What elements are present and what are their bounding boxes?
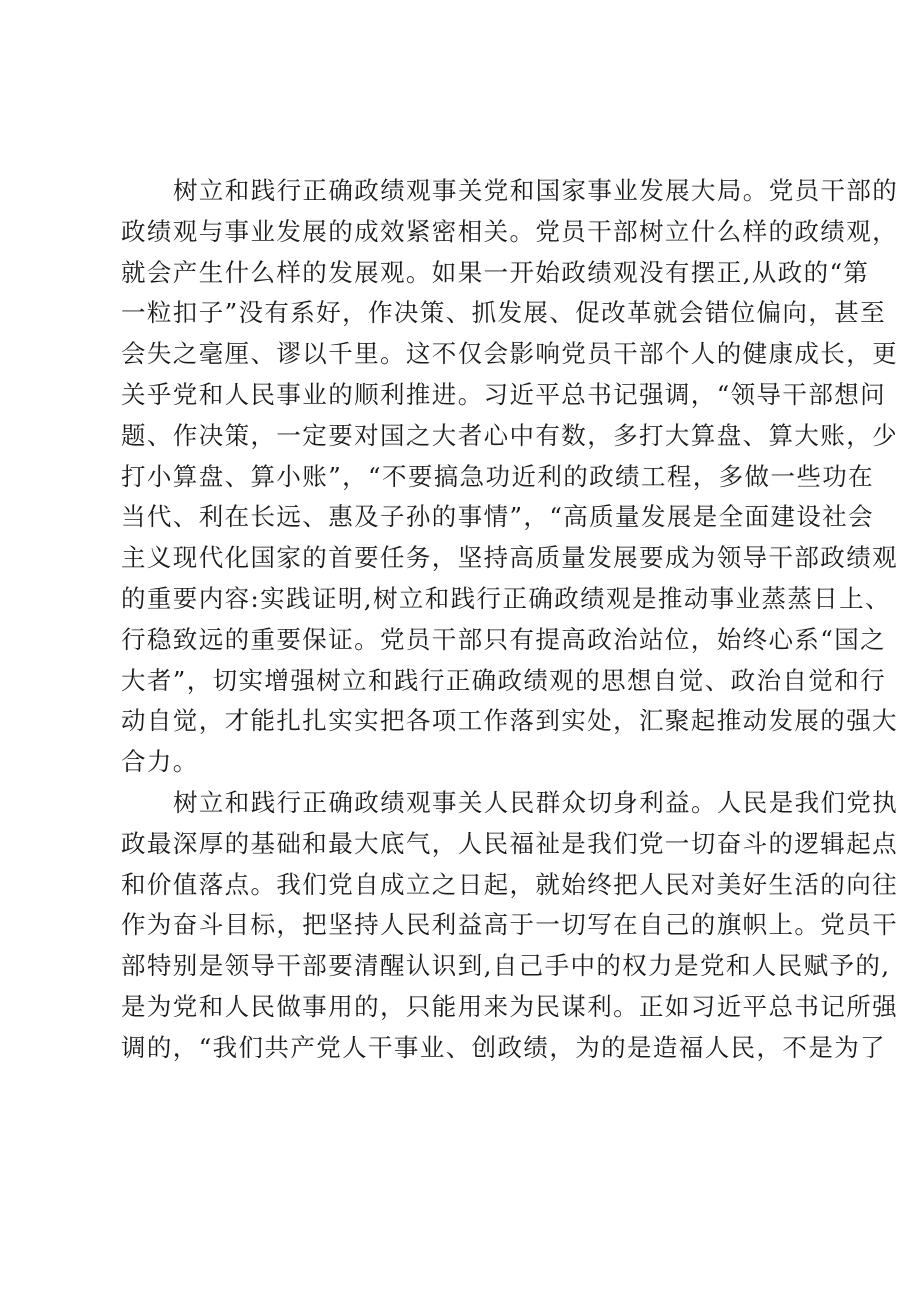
paragraph-line: 动自觉，才能扎扎实实把各项工作落到实处，汇聚起推动发展的强大	[121, 706, 898, 736]
paragraph-line: 合力。	[121, 747, 199, 777]
paragraph-line: 政绩观与事业发展的成效紧密相关。党员干部树立什么样的政绩观，	[121, 216, 898, 246]
paragraph-line: 一粒扣子”没有系好，作决策、抓发展、促改革就会错位偏向，甚至	[121, 298, 887, 328]
paragraph-line: 会失之毫厘、谬以千里。这不仅会影响党员干部个人的健康成长，更	[121, 339, 898, 369]
paragraph-line: 是为党和人民做事用的，只能用来为民谋利。正如习近平总书记所强	[121, 991, 898, 1021]
paragraph-line: 政最深厚的基础和最大底气，人民福祉是我们党一切奋斗的逻辑起点	[121, 828, 898, 858]
paragraph-2	[121, 783, 899, 1069]
paragraph-line: 大者”，切实增强树立和践行正确政绩观的思想自觉、政治自觉和行	[121, 665, 887, 695]
paragraph-line: 调的，“我们共产党人干事业、创政绩，为的是造福人民，不是为了	[121, 1032, 887, 1062]
paragraph-line: 关乎党和人民事业的顺利推进。习近平总书记强调，“领导干部想问	[121, 379, 887, 409]
paragraph-line: 的重要内容:实践证明,树立和践行正确政绩观是推动事业蒸蒸日上、	[121, 583, 891, 613]
paragraph-line: 就会产生什么样的发展观。如果一开始政绩观没有摆正,从政的“第	[121, 257, 870, 287]
paragraph-line: 树立和践行正确政绩观事关人民群众切身利益。人民是我们党执	[173, 787, 899, 817]
paragraph-line: 当代、利在长远、惠及子孙的事情”，“高质量发展是全面建设社会	[121, 502, 875, 532]
paragraph-line: 题、作决策，一定要对国之大者心中有数，多打大算盘、算大账，少	[121, 420, 898, 450]
paragraph-line: 和价值落点。我们党自成立之日起，就始终把人民对美好生活的向往	[121, 869, 898, 899]
paragraph-line: 树立和践行正确政绩观事关党和国家事业发展大局。党员干部的	[173, 176, 899, 205]
paragraph-line: 行稳致远的重要保证。党员干部只有提高政治站位，始终心系“国之	[121, 624, 887, 654]
document-body	[121, 171, 899, 1069]
paragraph-line: 打小算盘、算小账”，“不要搞急功近利的政绩工程，多做一些功在	[121, 461, 875, 491]
paragraph-line: 主义现代化国家的首要任务，坚持高质量发展要成为领导干部政绩观	[121, 543, 898, 573]
paragraph-1	[121, 171, 899, 783]
paragraph-line: 作为奋斗目标，把坚持人民利益高于一切写在自己的旗帜上。党员干	[121, 910, 898, 940]
paragraph-line: 部特别是领导干部要清醒认识到,自己手中的权力是党和人民赋予的,	[121, 951, 891, 981]
